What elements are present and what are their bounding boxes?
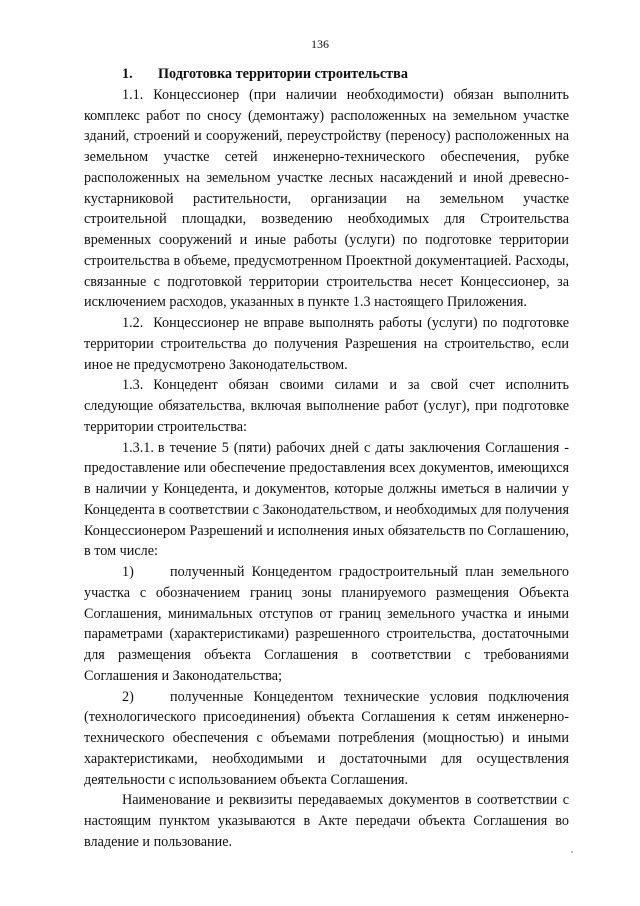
section-heading [84, 64, 569, 85]
paragraph-1-2 [84, 313, 569, 375]
list-item-number: 1) [122, 564, 134, 580]
paragraph-text: Концессионер (при наличии необходимости) обязан выполнить комплекс работ по сносу (демонтажу) расположенных на земельном участке зданий, строений и сооружений, переустройству (переносу) расположенных на земельном участке сетей инженерно-технического обеспечения, рубке расположенных на земельном участке лесных насаждений и иной древесно-кустарниковой растительности, организации на земельном участке строительной площадки, возведению необходимых для Строительства временных сооружений и иные работы (услуги) по подготовке территории строительства в объеме, предусмотренном Проектной документацией. Расходы, связанные с подготовкой территории строительства несет Концессионер, за исключением расходов, указанных в пункте 1.3 настоящего Приложения. [84, 86, 569, 311]
paragraph-1-3-1 [84, 438, 569, 563]
paragraph-number: 1.2. [122, 315, 144, 331]
paragraph-text: Наименование и реквизиты передаваемых документов в соответствии с настоящим пунктом указываются в Акте передачи объекта Соглашения во владение и пользование. [84, 792, 569, 850]
list-item-number: 2) [122, 688, 134, 705]
scan-dot [571, 851, 573, 853]
paragraph-1-1 [84, 85, 569, 313]
section-title: Подготовка территории строительства [158, 66, 408, 82]
paragraph-text: в течение 5 (пяти) рабочих дней с даты заключения Соглашения - предоставление или обеспечение предоставления всех документов, имеющихся в наличии у Концедента, и документов, которые должны иметься в наличии у Концедента в соответствии с Законодательством, и необходимых для получения Концессионером Разрешений и исполнения иных обязательств по Соглашению, в том числе: [84, 439, 569, 560]
list-item-2 [84, 687, 569, 791]
section-number: 1. [122, 66, 133, 82]
list-item-text: полученные Концедентом технические условия подключения (технологического присоединения) объекта Соглашения к сетям инженерно-технического обеспечения с объемами потребления (мощностью) и иными характеристиками, необходимыми и достаточными для осуществления деятельности с использованием объекта Соглашения. [84, 688, 569, 788]
paragraph-number: 1.3.1. [122, 439, 154, 456]
paragraph-text: Концессионер не вправе выполнять работы (услуги) по подготовке территории строительства до получения Разрешения на строительство, если иное не предусмотрено Законодательством. [84, 315, 569, 373]
page-number: 136 [311, 37, 329, 51]
paragraph-number: 1.3. [122, 377, 144, 394]
document-body [84, 64, 569, 853]
paragraph-1-3 [84, 375, 569, 437]
paragraph-number: 1.1. [122, 86, 144, 103]
paragraph-closing [84, 790, 569, 852]
list-item-text: полученный Концедентом градостроительный план земельного участка с обозначением границ зоны планируемого размещения Объекта Соглашения, минимальных отступов от границ земельного участка и иными параметрами (характеристиками) разрешенного строительства, достаточными для размещения объекта Соглашения в соответствии с требованиями Соглашения и Законодательства; [84, 564, 569, 684]
list-item-1 [84, 562, 569, 687]
paragraph-text: Концедент обязан своими силами и за свой счет исполнить следующие обязательства, включая выполнение работ (услуг), при подготовке территории строительства: [84, 377, 569, 435]
